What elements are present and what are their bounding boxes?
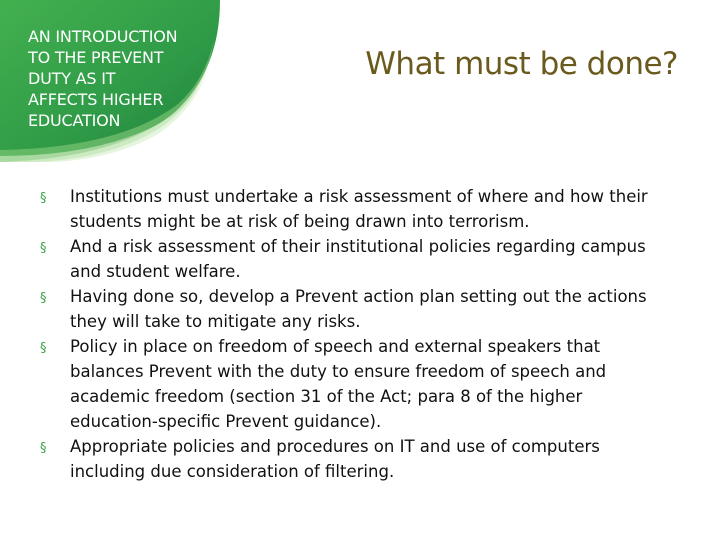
list-item (38, 234, 670, 284)
bullet-text: Having done so, develop a Prevent action plan setting out the actions they will take to mitigate any risks. (70, 287, 647, 331)
brand-line: TO THE PREVENT (28, 48, 164, 67)
bullet-text: Policy in place on freedom of speech and external speakers that balances Prevent with the duty to ensure freedom of speech and academic freedom (section 31 of the Act; para 8 of the higher education-specific Prevent guidance). (70, 337, 607, 431)
bullet-text: Institutions must undertake a risk assessment of where and how their students might be at risk of being drawn into terrorism. (70, 187, 648, 231)
bullet-list (38, 184, 670, 484)
brand-line: EDUCATION (28, 111, 121, 130)
brand-line: AFFECTS HIGHER (28, 90, 164, 109)
brand-line: AN INTRODUCTION (28, 27, 178, 46)
list-item (38, 434, 670, 484)
presentation-series-title (28, 26, 177, 131)
bullet-icon: § (40, 441, 47, 456)
bullet-icon: § (40, 191, 47, 206)
bullet-text: Appropriate policies and procedures on IT and use of computers including due consideration of filtering. (70, 437, 600, 481)
bullet-text: And a risk assessment of their institutional policies regarding campus and student welfare. (70, 237, 646, 281)
bullet-icon: § (40, 291, 47, 306)
bullet-icon: § (40, 241, 47, 256)
bullet-icon: § (40, 341, 47, 356)
brand-line: DUTY AS IT (28, 69, 116, 88)
slide-title: What must be done? (365, 46, 678, 82)
list-item (38, 184, 670, 234)
list-item (38, 334, 670, 434)
list-item (38, 284, 670, 334)
